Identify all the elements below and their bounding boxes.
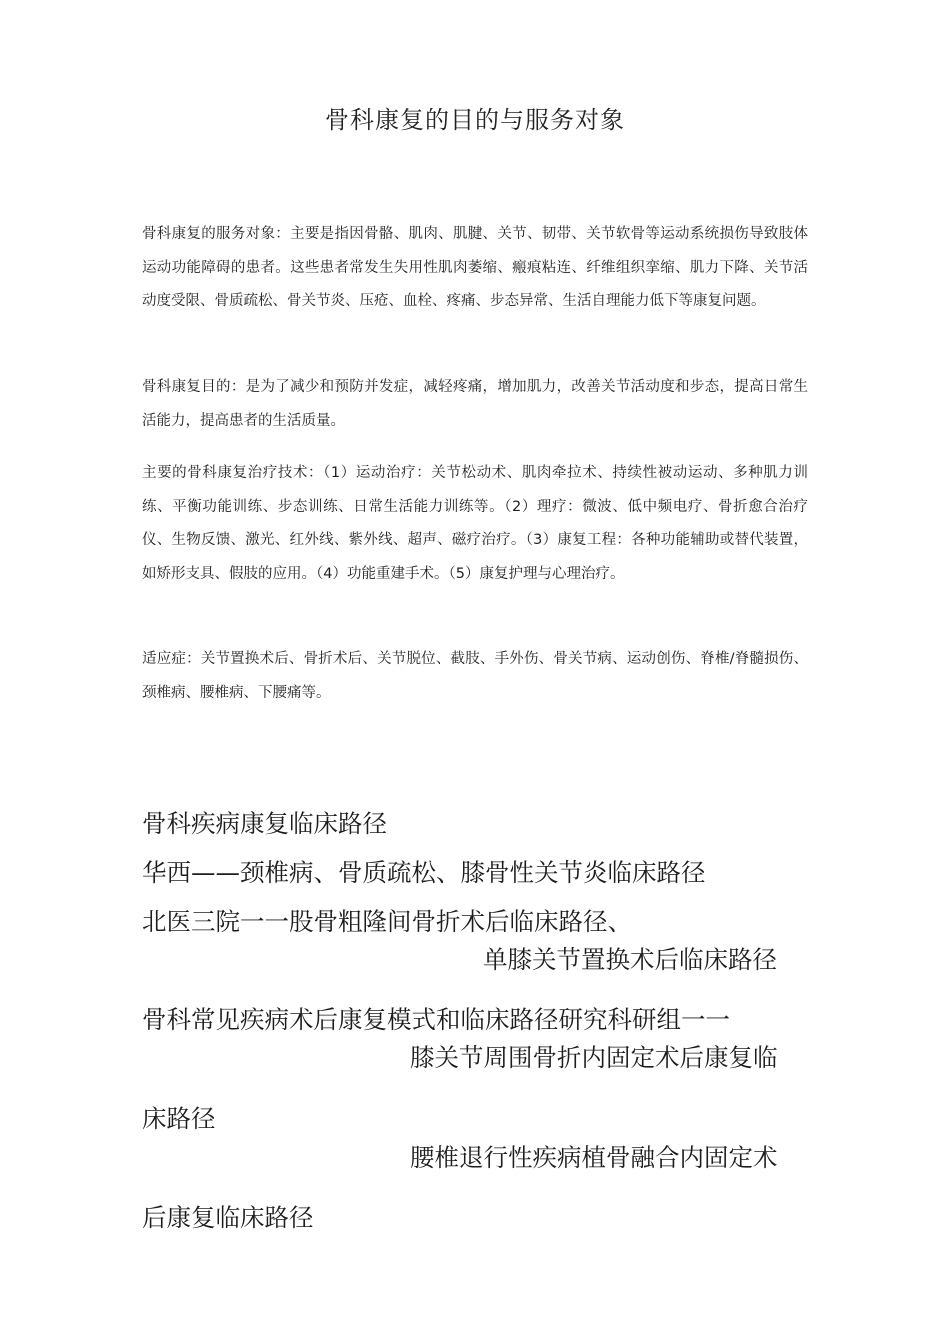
pathway-beiyi-line1: 北医三院一一股骨粗隆间骨折术后临床路径、 [142,907,632,936]
pathway-group-line5: 后康复临床路径 [142,1203,314,1232]
page-title: 骨科康复的目的与服务对象 [325,106,625,134]
pathway-beiyi-line2: 单膝关节置换术后临床路径 [483,945,777,974]
pathway-group-line1: 骨科常见疾病术后康复模式和临床路径研究科研组一一 [142,1005,730,1034]
paragraph-service-targets: 骨科康复的服务对象：主要是指因骨骼、肌肉、肌腱、关节、韧带、关节软骨等运动系统损伤导致肢体运动功能障碍的患者。这些患者常发生失用性肌肉萎缩、瘢痕粘连、纤维组织挛缩、肌力下降、关节活动度受限、骨质疏松、骨关节炎、压疮、血栓、疼痛、步态异常、生活自理能力低下等康复问题。 [142,226,808,309]
pathway-huaxi: 华西——颈椎病、骨质疏松、膝骨性关节炎临床路径 [142,858,706,887]
paragraph-purpose: 骨科康复目的：是为了减少和预防并发症，减轻疼痛，增加肌力，改善关节活动度和步态，提高日常生活能力，提高患者的生活质量。 [142,379,808,429]
pathway-group-line3: 床路径 [142,1104,216,1133]
pathways-heading: 骨科疾病康复临床路径 [142,809,387,838]
pathway-group-line4: 腰椎退行性疾病植骨融合内固定术 [410,1143,778,1172]
paragraph-techniques: 主要的骨科康复治疗技术：（1）运动治疗：关节松动术、肌肉牵拉术、持续性被动运动、多种肌力训练、平衡功能训练、步态训练、日常生活能力训练等。（2）理疗：微波、低中频电疗、骨折愈合治疗仪、生物反馈、激光、红外线、紫外线、超声、磁疗治疗。（3）康复工程：各种功能辅助或替代装置，如矫形支具、假肢的应用。（4）功能重建手术。（5）康复护理与心理治疗。 [142,465,808,582]
pathway-group-line2: 膝关节周围骨折内固定术后康复临 [410,1043,778,1072]
paragraph-indications: 适应症：关节置换术后、骨折术后、关节脱位、截肢、手外伤、骨关节病、运动创伤、脊椎/脊髓损伤、颈椎病、腰椎病、下腰痛等。 [142,651,808,701]
